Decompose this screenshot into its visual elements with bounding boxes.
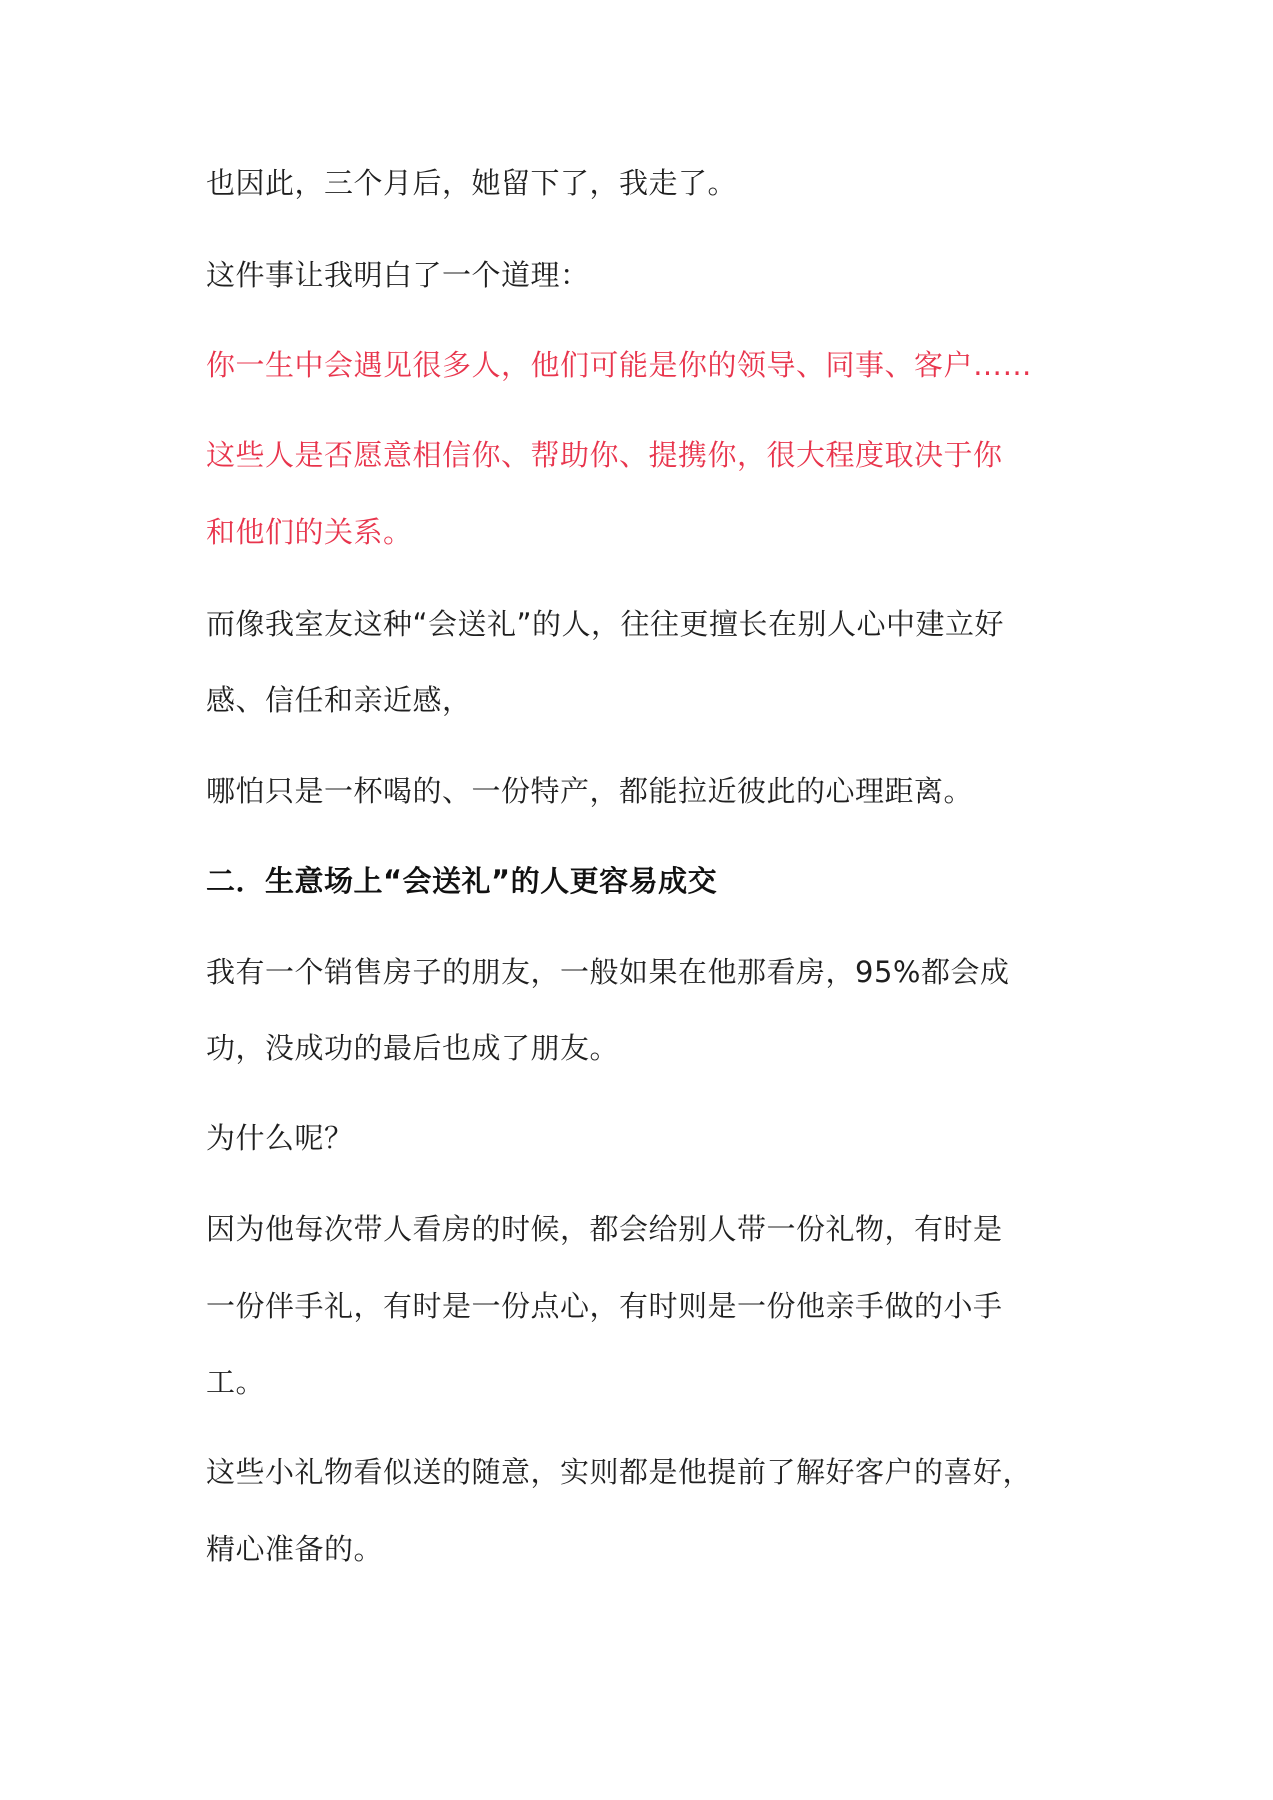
paragraph-line: 精心准备的。 (206, 1532, 384, 1566)
highlighted-line: 和他们的关系。 (206, 515, 413, 549)
paragraph-line: 这些小礼物看似送的随意，实则都是他提前了解好客户的喜好， (206, 1455, 1033, 1489)
paragraph-line: 感、信任和亲近感， (206, 683, 472, 717)
paragraph-line: 我有一个销售房子的朋友，一般如果在他那看房，95%都会成 (206, 955, 1010, 989)
section-heading: 二．生意场上“会送礼”的人更容易成交 (206, 864, 718, 898)
paragraph-line: 哪怕只是一杯喝的、一份特产，都能拉近彼此的心理距离。 (206, 774, 974, 808)
paragraph-line: 为什么呢？ (206, 1121, 354, 1155)
paragraph-line: 功，没成功的最后也成了朋友。 (206, 1031, 620, 1065)
paragraph-line: 这件事让我明白了一个道理： (206, 258, 590, 292)
paragraph-line: 因为他每次带人看房的时候，都会给别人带一份礼物，有时是 (206, 1212, 1003, 1246)
paragraph-line: 工。 (206, 1365, 266, 1399)
paragraph-line: 也因此，三个月后，她留下了，我走了。 (206, 166, 738, 200)
highlighted-line: 这些人是否愿意相信你、帮助你、提携你，很大程度取决于你 (206, 438, 1003, 472)
highlighted-line: 你一生中会遇见很多人，他们可能是你的领导、同事、客户…… (206, 348, 1033, 382)
paragraph-line: 而像我室友这种“会送礼”的人，往往更擅长在别人心中建立好 (206, 607, 1005, 641)
paragraph-line: 一份伴手礼，有时是一份点心，有时则是一份他亲手做的小手 (206, 1289, 1003, 1323)
